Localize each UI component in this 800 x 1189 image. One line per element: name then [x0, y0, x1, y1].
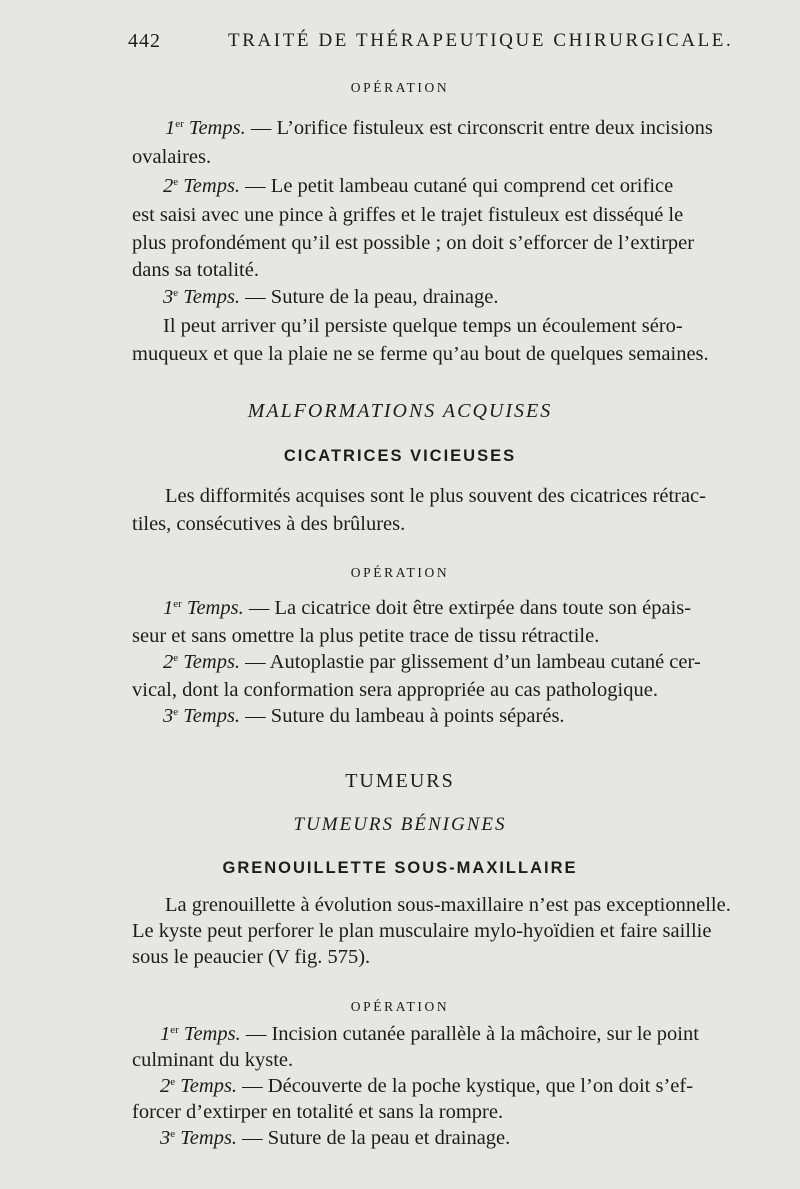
s1-step1-cont: ovalaires.: [132, 146, 212, 168]
s2-step1-line: 1er Temps. — La cicatrice doit être extirpée dans toute son épais-: [163, 597, 692, 619]
s3-step3-line: 3e Temps. — Suture de la peau et drainage.: [160, 1127, 511, 1149]
s2-step1-cont: seur et sans omettre la plus petite trace de tissu rétractile.: [132, 625, 600, 647]
s3-intro-l3: sous le peaucier (V fig. 575).: [132, 946, 371, 968]
cicatrices-heading: CICATRICES VICIEUSES: [283, 447, 517, 465]
s3-intro-l2: Le kyste peut perforer le plan musculaire mylo-hyoïdien et faire saillie: [132, 920, 712, 942]
s2-step3-line: 3e Temps. — Suture du lambeau à points séparés.: [163, 705, 565, 727]
s1-note-l1: Il peut arriver qu’il persiste quelque temps un écoulement séro-: [163, 315, 683, 337]
operation-heading-3: OPÉRATION: [350, 999, 450, 1014]
s1-step3-line: 3e Temps. — Suture de la peau, drainage.: [163, 286, 499, 308]
s1-step2-l2: est saisi avec une pince à griffes et le trajet fistuleux est disséqué le: [132, 204, 684, 226]
s1-step2-line: 2e Temps. — Le petit lambeau cutané qui comprend cet orifice: [163, 175, 674, 197]
s2-intro-l1: Les difformités acquises sont le plus souvent des cicatrices rétrac-: [165, 485, 706, 507]
s1-step2-l3: plus profondément qu’il est possible ; on doit s’efforcer de l’extirper: [132, 232, 695, 254]
page-number: 442: [128, 30, 161, 52]
s3-step2-line: 2e Temps. — Découverte de la poche kystique, que l’on doit s’ef-: [160, 1075, 694, 1097]
s2-intro-l2: tiles, consécutives à des brûlures.: [132, 513, 406, 535]
operation-heading-1: OPÉRATION: [350, 80, 450, 95]
running-title: TRAITÉ DE THÉRAPEUTIQUE CHIRURGICALE.: [228, 30, 734, 51]
s1-step2-l4: dans sa totalité.: [132, 259, 259, 281]
operation-heading-2: OPÉRATION: [350, 565, 450, 580]
grenouillette-heading: GRENOUILLETTE SOUS-MAXILLAIRE: [222, 859, 578, 877]
s3-step1-line: 1er Temps. — Incision cutanée parallèle à la mâchoire, sur le point: [160, 1023, 699, 1045]
s3-step2-cont: forcer d’extirper en totalité et sans la rompre.: [132, 1101, 504, 1123]
tumeurs-heading: TUMEURS: [345, 770, 455, 792]
tumeurs-benignes-heading: TUMEURS BÉNIGNES: [293, 814, 507, 835]
s1-note-l2: muqueux et que la plaie ne se ferme qu’au bout de quelques semaines.: [132, 343, 709, 365]
s3-step1-cont: culminant du kyste.: [132, 1049, 294, 1071]
s2-step2-cont: vical, dont la conformation sera appropriée au cas pathologique.: [132, 679, 658, 701]
s2-step2-line: 2e Temps. — Autoplastie par glissement d’un lambeau cutané cer-: [163, 651, 701, 673]
s1-step1-line: 1er Temps. — L’orifice fistuleux est circonscrit entre deux incisions: [165, 117, 713, 139]
malformations-heading: MALFORMATIONS ACQUISES: [247, 400, 553, 422]
s3-intro-l1: La grenouillette à évolution sous-maxillaire n’est pas exceptionnelle.: [165, 894, 731, 916]
